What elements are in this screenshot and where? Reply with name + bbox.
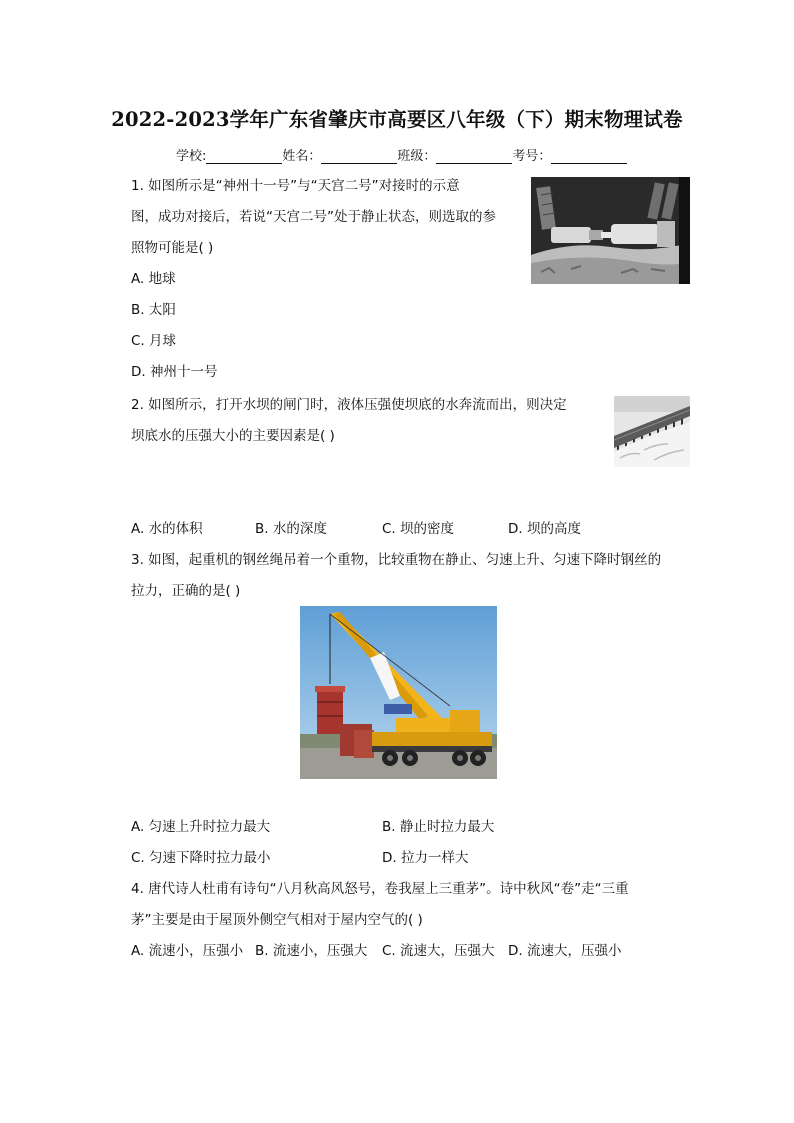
q2-option-a[interactable]: A. 水的体积 (131, 521, 203, 537)
q4-option-b[interactable]: B. 流速小，压强大 (255, 943, 368, 959)
student-info-line (176, 145, 627, 164)
crane-image (300, 606, 497, 779)
school-label: 学校: (176, 149, 207, 164)
number-label: 考号： (512, 149, 552, 164)
name-label: 姓名： (282, 149, 322, 164)
number-blank[interactable] (551, 149, 627, 164)
dam-floodgate-image (614, 396, 690, 467)
q4-option-a[interactable]: A. 流速小，压强小 (131, 943, 244, 959)
q1-option-a[interactable]: A. 地球 (131, 271, 176, 287)
page-title: 2022-2023学年广东省肇庆市高要区八年级（下）期末物理试卷 (111, 108, 683, 131)
q2-option-d[interactable]: D. 坝的高度 (508, 521, 581, 537)
q3-stem-line1: 3. 如图，起重机的钢丝绳吊着一个重物，比较重物在静止、匀速上升、匀速下降时钢丝的 (131, 552, 662, 568)
q1-option-b[interactable]: B. 太阳 (131, 302, 176, 318)
q1-stem-line3: 照物可能是( ) (131, 240, 214, 256)
q4-option-c[interactable]: C. 流速大，压强大 (382, 943, 495, 959)
q3-option-d[interactable]: D. 拉力一样大 (382, 850, 469, 866)
q3-option-b[interactable]: B. 静止时拉力最大 (382, 819, 495, 835)
q1-option-c[interactable]: C. 月球 (131, 333, 177, 349)
school-blank[interactable] (206, 149, 282, 164)
q4-option-d[interactable]: D. 流速大，压强小 (508, 943, 622, 959)
q1-option-d[interactable]: D. 神州十一号 (131, 364, 218, 380)
q3-stem-line2: 拉力，正确的是( ) (131, 583, 241, 599)
q3-option-c[interactable]: C. 匀速下降时拉力最小 (131, 850, 271, 866)
q2-option-b[interactable]: B. 水的深度 (255, 521, 327, 537)
q1-stem-line1: 1. 如图所示是“神州十一号”与“天宫二号”对接时的示意 (131, 178, 460, 194)
class-label: 班级： (397, 149, 437, 164)
q2-option-c[interactable]: C. 坝的密度 (382, 521, 455, 537)
class-blank[interactable] (436, 149, 512, 164)
name-blank[interactable] (321, 149, 397, 164)
q4-stem-line1: 4. 唐代诗人杜甫有诗句“八月秋高风怒号，卷我屋上三重茅”。诗中秋风“卷”走“三重 (131, 881, 629, 897)
q2-stem-line2: 坝底水的压强大小的主要因素是( ) (131, 428, 335, 444)
q4-stem-line2: 茅”主要是由于屋顶外侧空气相对于屋内空气的( ) (131, 912, 423, 928)
spacecraft-docking-image (531, 177, 690, 284)
q2-stem-line1: 2. 如图所示，打开水坝的闸门时，液体压强使坝底的水奔流而出，则决定 (131, 397, 567, 413)
q3-option-a[interactable]: A. 匀速上升时拉力最大 (131, 819, 271, 835)
q1-stem-line2: 图，成功对接后，若说“天宫二号”处于静止状态，则选取的参 (131, 209, 496, 225)
